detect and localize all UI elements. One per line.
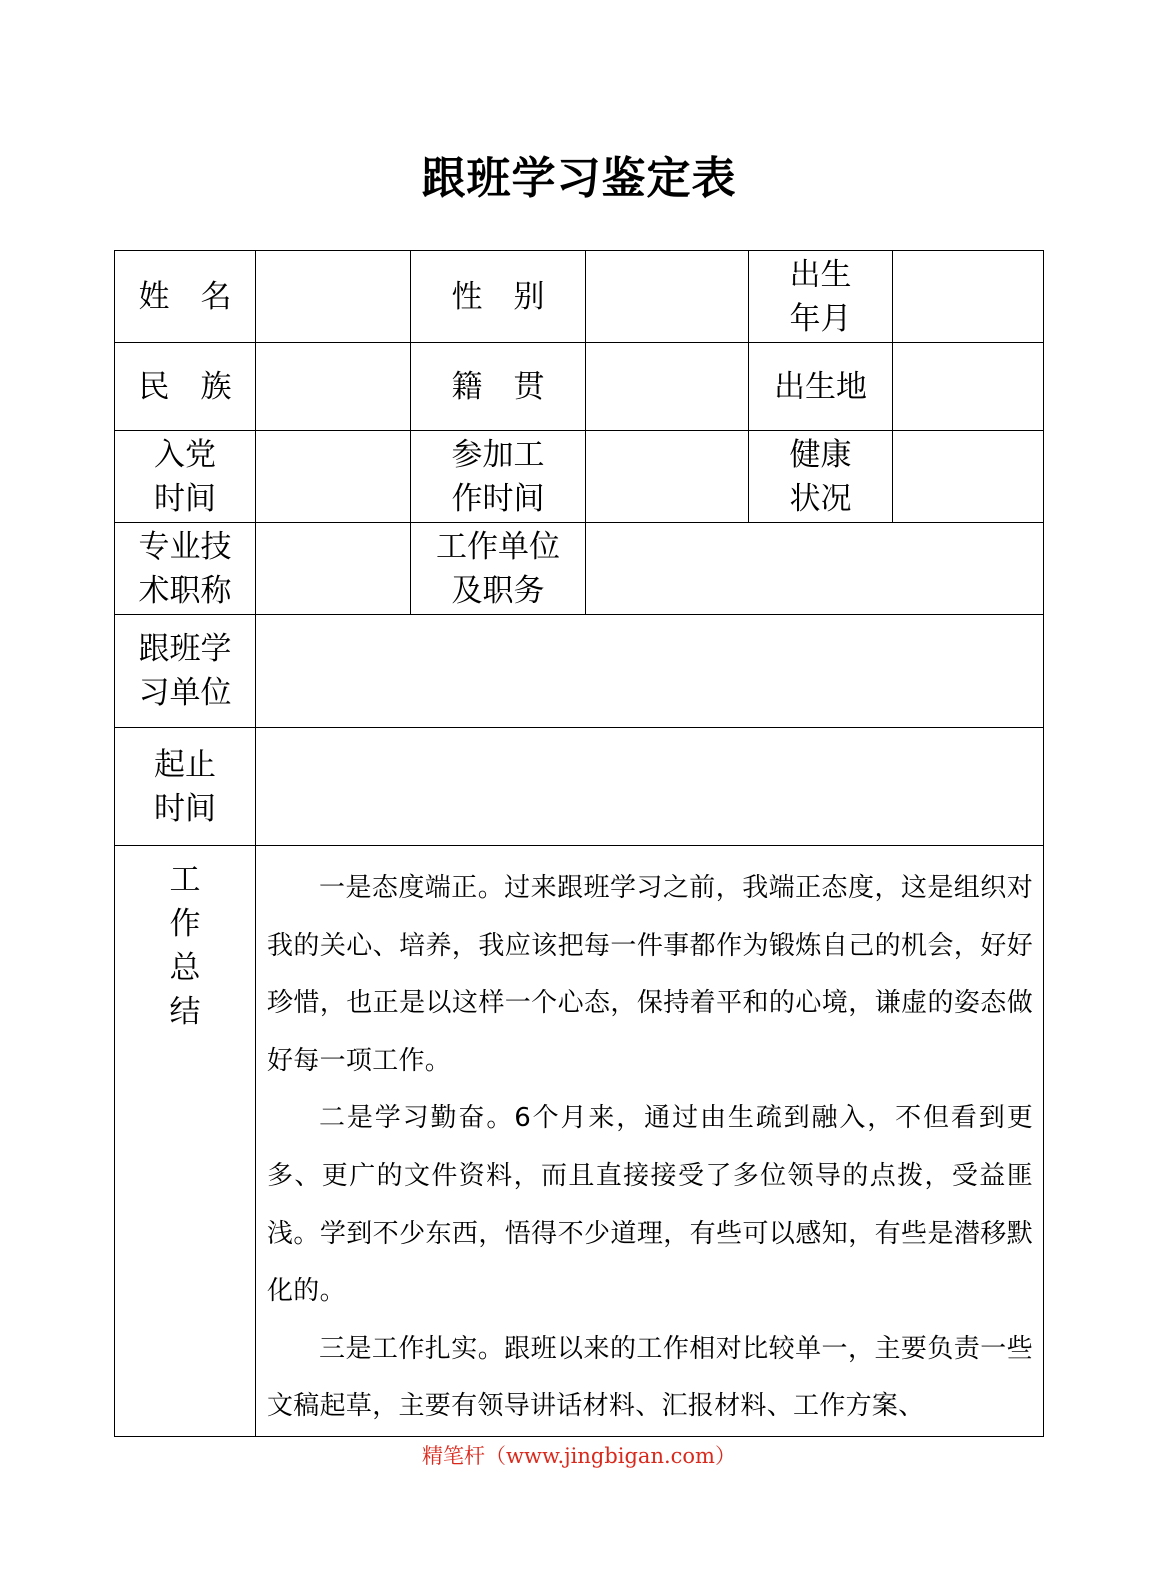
period-value-cell[interactable] (256, 728, 1044, 846)
summary-paragraph: 二是学习勤奋。6个月来，通过由生疏到融入，不但看到更多、更广的文件资料，而且直接接受了多位领导的点拨，受益匪浅。学到不少东西，悟得不少道理，有些可以感知，有些是潜移默化的。 (267, 1103, 1033, 1307)
birthplace-label-cell (749, 343, 893, 431)
gender-value-cell[interactable] (586, 251, 749, 343)
party-label: 入党时间 (154, 436, 216, 517)
summary-content-cell[interactable] (256, 846, 1044, 1437)
work-start-label: 参加工作时间 (451, 436, 545, 517)
footer-watermark: 精笔杆（www.jingbigan.com） (422, 1444, 736, 1468)
health-value-cell[interactable] (893, 431, 1044, 523)
summary-paragraph: 三是工作扎实。跟班以来的工作相对比较单一，主要负责一些文稿起草，主要有领导讲话材料、汇报材料、工作方案、 (267, 1333, 1033, 1422)
unit-label: 工作单位及职务 (436, 528, 560, 609)
name-label: 姓 名 (138, 278, 232, 315)
gender-label-cell (411, 251, 586, 343)
gender-label: 性 别 (451, 278, 545, 315)
page-title: 跟班学习鉴定表 (421, 153, 737, 204)
origin-label-cell (411, 343, 586, 431)
name-label-cell (115, 251, 256, 343)
form-row (115, 615, 1044, 728)
period-label-cell (115, 728, 256, 846)
party-label-cell (115, 431, 256, 523)
birthplace-label: 出生地 (774, 368, 867, 405)
name-value-cell[interactable] (256, 251, 411, 343)
origin-value-cell[interactable] (586, 343, 749, 431)
title-label-cell (115, 523, 256, 615)
summary-label-cell (115, 846, 256, 1437)
form-row (115, 343, 1044, 431)
work-start-label-cell (411, 431, 586, 523)
work-start-value-cell[interactable] (586, 431, 749, 523)
ethnicity-label-cell (115, 343, 256, 431)
ethnicity-label: 民 族 (138, 368, 232, 405)
birth-value-cell[interactable] (893, 251, 1044, 343)
health-label: 健康状况 (789, 436, 852, 517)
study-unit-label-cell (115, 615, 256, 728)
study-unit-value-cell[interactable] (256, 615, 1044, 728)
origin-label: 籍 贯 (451, 368, 545, 405)
unit-label-cell (411, 523, 586, 615)
summary-paragraph: 一是态度端正。过来跟班学习之前，我端正态度，这是组织对我的关心、培养，我应该把每一件事都作为锻炼自己的机会，好好珍惜，也正是以这样一个心态，保持着平和的心境，谦虚的姿态做好每一项工作。 (267, 873, 1033, 1076)
unit-value-cell[interactable] (586, 523, 1044, 615)
study-unit-label: 跟班学习单位 (138, 631, 232, 711)
form-row (115, 431, 1044, 523)
birth-label: 出生年月 (789, 256, 852, 337)
health-label-cell (749, 431, 893, 523)
form-row (115, 846, 1044, 1437)
form-row (115, 728, 1044, 846)
birth-label-cell (749, 251, 893, 343)
title-label: 专业技术职称 (138, 528, 232, 609)
period-label: 起止时间 (154, 746, 216, 827)
title-value-cell[interactable] (256, 523, 411, 615)
ethnicity-value-cell[interactable] (256, 343, 411, 431)
form-row (115, 523, 1044, 615)
birthplace-value-cell[interactable] (893, 343, 1044, 431)
form-row (115, 251, 1044, 343)
summary-label: 工作总结 (169, 862, 201, 1030)
appraisal-form-table (114, 250, 1044, 1437)
party-value-cell[interactable] (256, 431, 411, 523)
